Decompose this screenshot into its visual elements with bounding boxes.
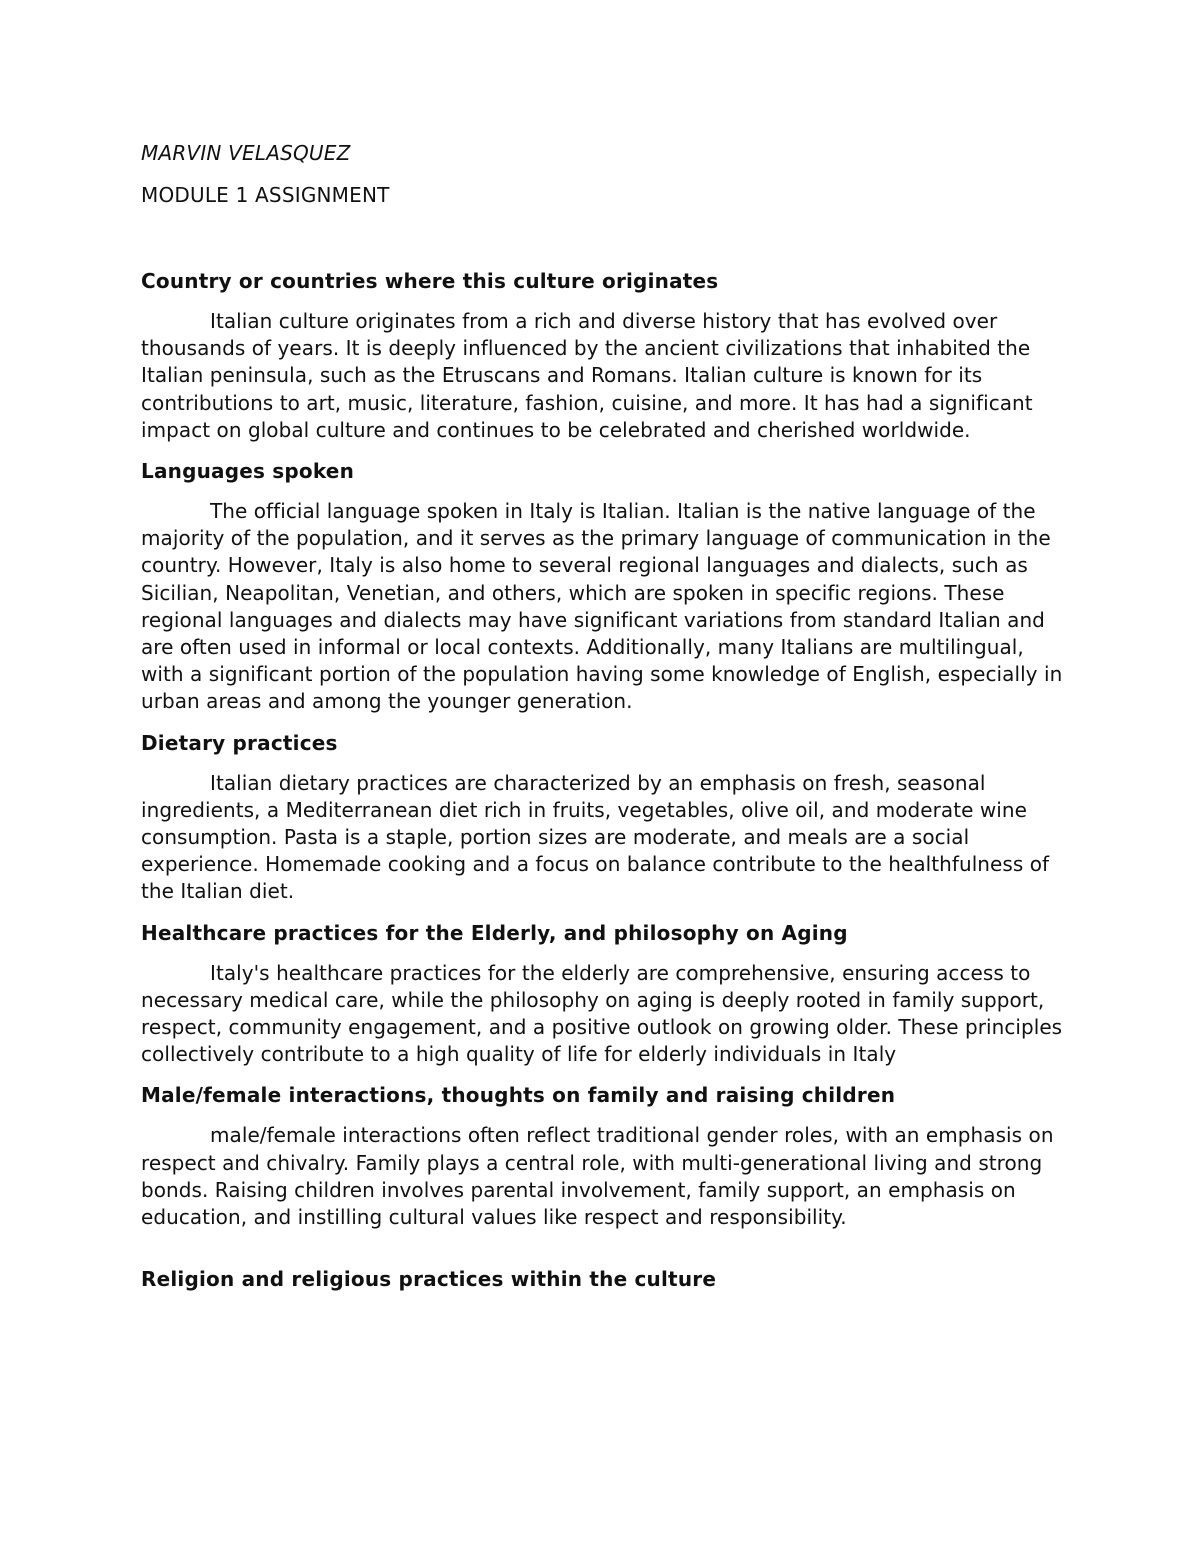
section-heading-origin: Country or countries where this culture originates: [141, 269, 719, 293]
author-name: MARVIN VELASQUEZ: [141, 141, 351, 165]
section-heading-religion: Religion and religious practices within the culture: [141, 1267, 717, 1292]
section-heading-languages: Languages spoken: [141, 459, 355, 484]
section-body-family: male/female interactions often reflect traditional gender roles, with an emphasis on respect and chivalry. Family plays a central role, with multi-generational living and strong bonds. Raising children involves parental involvement, family support, an emphasis on education, and instilling cultural values like respect and responsibility.: [141, 1123, 1054, 1230]
section-body-dietary: Italian dietary practices are characterized by an emphasis on fresh, seasonal ingredients, a Mediterranean diet rich in fruits, vegetables, olive oil, and moderate wine consumption. Pasta is a staple, portion sizes are moderate, and meals are a social experience. Homemade cooking and a focus on balance contribute to the healthfulness of the Italian diet.: [141, 770, 1050, 904]
section-body-elderly: Italy's healthcare practices for the elderly are comprehensive, ensuring access to necessary medical care, while the philosophy on aging is deeply rooted in family support, respect, community engagement, and a positive outlook on growing older. These principles collectively contribute to a high quality of life for elderly individuals in Italy: [141, 960, 1063, 1067]
section-body-languages: The official language spoken in Italy is Italian. Italian is the native language of the majority of the population, and it serves as the primary language of communication in the country. However, Italy is also home to several regional languages and dialects, such as Sicilian, Neapolitan, Venetian, and others, which are spoken in specific regions. These regional languages and dialects may have significant variations from standard Italian and are often used in informal or local contexts. Additionally, many Italians are multilingual, with a significant portion of the population having some knowledge of English, especially in urban areas and among the younger generation.: [141, 499, 1063, 714]
section-heading-dietary: Dietary practices: [141, 730, 338, 755]
section-body-origin: Italian culture originates from a rich and diverse history that has evolved over thousands of years. It is deeply influenced by the ancient civilizations that inhabited the Italian peninsula, such as the Etruscans and Romans. Italian culture is known for its contributions to art, music, literature, fashion, cuisine, and more. It has had a significant impact on global culture and continues to be celebrated and cherished worldwide.: [141, 309, 1033, 442]
section-heading-elderly: Healthcare practices for the Elderly, and philosophy on Aging: [141, 920, 848, 945]
section-heading-family: Male/female interactions, thoughts on family and raising children: [141, 1083, 896, 1108]
document-page: [141, 138, 1071, 1306]
document-title: MODULE 1 ASSIGNMENT: [141, 183, 390, 207]
